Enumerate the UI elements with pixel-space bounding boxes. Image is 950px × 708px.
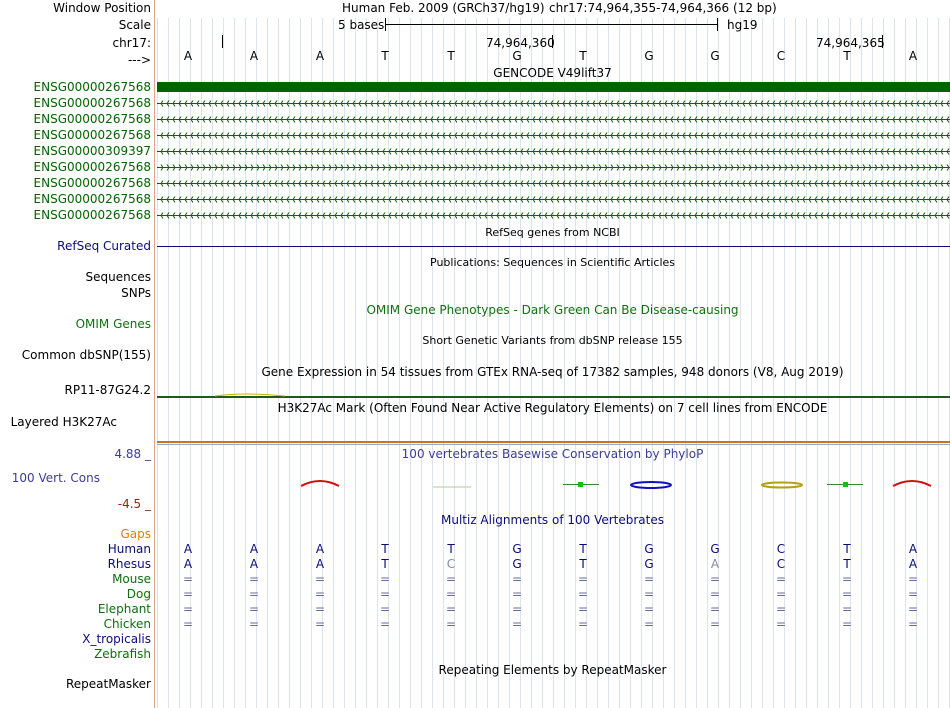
aligned-base: =: [841, 572, 853, 586]
aligned-base: A: [249, 542, 259, 556]
aligned-base: =: [182, 587, 194, 601]
gtex-expression-mark: [215, 394, 285, 396]
conservation-max-label: 4.88 _: [114, 447, 151, 461]
base-letter: C: [776, 49, 786, 63]
phylop-mark: [893, 481, 931, 486]
aligned-base: =: [511, 617, 523, 631]
aligned-base: G: [512, 542, 522, 556]
gtex-track-title: Gene Expression in 54 tissues from GTEx RNA-seq of 17382 samples, 948 donors (V8, Aug 2019): [261, 365, 844, 379]
aligned-base: C: [776, 557, 786, 571]
aligned-base: =: [907, 602, 919, 616]
repeatmasker-track-label[interactable]: RepeatMasker: [65, 677, 151, 691]
window-position-label: Window Position: [53, 1, 151, 15]
aligned-base: =: [709, 572, 721, 586]
species-label-zebrafish: Zebrafish: [94, 647, 151, 661]
aligned-base: =: [643, 602, 655, 616]
aligned-base: =: [709, 587, 721, 601]
aligned-base: =: [907, 587, 919, 601]
aligned-base: =: [775, 602, 787, 616]
aligned-base: =: [248, 572, 260, 586]
chr-label: chr17:: [112, 36, 151, 50]
ruler-tick-label: 74,964,365: [816, 36, 885, 50]
aligned-base: =: [643, 587, 655, 601]
aligned-base: =: [709, 602, 721, 616]
aligned-base: T: [579, 542, 587, 556]
aligned-base: A: [315, 542, 325, 556]
aligned-base: =: [511, 602, 523, 616]
h3k27ac-track-label[interactable]: Layered H3K27Ac: [10, 415, 117, 429]
aligned-base: =: [314, 617, 326, 631]
refseq-track-title: RefSeq genes from NCBI: [485, 226, 620, 239]
sequences-track-label[interactable]: Sequences: [85, 270, 151, 284]
aligned-base: T: [381, 557, 389, 571]
phylop-mark: [578, 482, 583, 487]
aligned-base: =: [379, 617, 391, 631]
aligned-base: =: [248, 602, 260, 616]
base-letter: T: [381, 49, 389, 63]
gene-label[interactable]: ENSG00000309397: [33, 144, 151, 158]
ruler-tick-label: 74,964,360: [486, 36, 555, 50]
aligned-base: =: [182, 602, 194, 616]
aligned-base: =: [577, 602, 589, 616]
aligned-base: =: [709, 617, 721, 631]
aligned-base: G: [644, 542, 654, 556]
publications-track-title: Publications: Sequences in Scientific Articles: [430, 256, 675, 269]
species-label-human: Human: [107, 542, 151, 556]
snps-track-label[interactable]: SNPs: [121, 286, 151, 300]
aligned-base: =: [445, 602, 457, 616]
aligned-base: =: [445, 617, 457, 631]
aligned-base: A: [710, 557, 720, 571]
aligned-base: G: [512, 557, 522, 571]
assembly-text: Human Feb. 2009 (GRCh37/hg19): [342, 1, 545, 15]
aligned-base: G: [644, 557, 654, 571]
aligned-base: G: [710, 542, 720, 556]
aligned-base: =: [775, 587, 787, 601]
gene-label[interactable]: ENSG00000267568: [33, 176, 151, 190]
alignment-row-dog: [155, 587, 950, 601]
aligned-base: =: [775, 572, 787, 586]
aligned-base: =: [511, 587, 523, 601]
h3k27ac-track-title: H3K27Ac Mark (Often Found Near Active Regulatory Elements) on 7 cell lines from ENCODE: [277, 401, 828, 415]
gene-label[interactable]: ENSG00000267568: [33, 160, 151, 174]
strand-label: --->: [127, 53, 151, 67]
gaps-label: Gaps: [120, 527, 151, 541]
alignment-row-human: [155, 542, 950, 556]
aligned-base: T: [843, 557, 851, 571]
aligned-base: =: [577, 617, 589, 631]
alignment-row-chicken: [155, 617, 950, 631]
aligned-base: =: [379, 587, 391, 601]
species-label-chicken: Chicken: [103, 617, 151, 631]
phylop-mark: [631, 482, 671, 488]
aligned-base: =: [248, 587, 260, 601]
repeatmasker-track-title: Repeating Elements by RepeatMasker: [438, 663, 667, 677]
species-label-elephant: Elephant: [97, 602, 151, 616]
aligned-base: =: [907, 572, 919, 586]
aligned-base: C: [446, 557, 456, 571]
aligned-base: =: [314, 572, 326, 586]
aligned-base: =: [841, 602, 853, 616]
alignment-row-mouse: [155, 572, 950, 586]
scale-bar-text: 5 bases: [338, 18, 385, 32]
phylop-track-title: 100 vertebrates Basewise Conservation by PhyloP: [401, 447, 704, 461]
dbsnp-track-title: Short Genetic Variants from dbSNP release 155: [422, 334, 683, 347]
base-letter: T: [843, 49, 851, 63]
aligned-base: T: [579, 557, 587, 571]
aligned-base: T: [381, 542, 389, 556]
aligned-base: =: [445, 587, 457, 601]
aligned-base: =: [445, 572, 457, 586]
aligned-base: C: [776, 542, 786, 556]
aligned-base: A: [183, 557, 193, 571]
species-label-mouse: Mouse: [112, 572, 151, 586]
aligned-base: =: [182, 572, 194, 586]
aligned-base: A: [249, 557, 259, 571]
base-sequence-row: [155, 49, 950, 63]
gtex-gene-label[interactable]: RP11-87G24.2: [64, 383, 151, 397]
aligned-base: A: [315, 557, 325, 571]
aligned-base: =: [643, 572, 655, 586]
base-letter: G: [710, 49, 720, 63]
scale-db-text: hg19: [727, 18, 758, 32]
browser-image[interactable]: [155, 0, 950, 708]
gene-label[interactable]: ENSG00000267568: [33, 112, 151, 126]
conservation-track-label[interactable]: 100 Vert. Cons: [11, 471, 100, 485]
aligned-base: =: [841, 587, 853, 601]
aligned-base: T: [843, 542, 851, 556]
aligned-base: =: [314, 587, 326, 601]
omim-track-title: OMIM Gene Phenotypes - Dark Green Can Be Disease-causing: [366, 303, 739, 317]
scale-label: Scale: [118, 18, 151, 32]
alignment-row-elephant: [155, 602, 950, 616]
aligned-base: =: [379, 602, 391, 616]
aligned-base: =: [643, 617, 655, 631]
dbsnp-track-label[interactable]: Common dbSNP(155): [21, 348, 151, 362]
aligned-base: =: [775, 617, 787, 631]
base-letter: A: [249, 49, 259, 63]
base-letter: G: [512, 49, 522, 63]
aligned-base: T: [447, 542, 455, 556]
aligned-base: =: [379, 572, 391, 586]
aligned-base: A: [183, 542, 193, 556]
gene-label[interactable]: ENSG00000267568: [33, 128, 151, 142]
phylop-mark: [843, 482, 848, 487]
aligned-base: A: [908, 542, 918, 556]
alignment-row-rhesus: [155, 557, 950, 571]
track-label-column: [0, 0, 153, 708]
gene-label[interactable]: ENSG00000267568: [33, 80, 151, 94]
aligned-base: =: [182, 617, 194, 631]
multiz-track-title: Multiz Alignments of 100 Vertebrates: [440, 513, 665, 527]
gene-label[interactable]: ENSG00000267568: [33, 208, 151, 222]
aligned-base: =: [841, 617, 853, 631]
base-letter: A: [315, 49, 325, 63]
gencode-track-title: GENCODE V49lift37: [493, 66, 612, 80]
base-letter: T: [579, 49, 587, 63]
base-letter: T: [447, 49, 455, 63]
aligned-base: A: [908, 557, 918, 571]
aligned-base: =: [577, 587, 589, 601]
base-letter: A: [183, 49, 193, 63]
base-letter: G: [644, 49, 654, 63]
aligned-base: =: [511, 572, 523, 586]
gene-label[interactable]: ENSG00000267568: [33, 192, 151, 206]
conservation-min-label: -4.5 _: [117, 497, 151, 511]
species-label-xtropicalis: X_tropicalis: [82, 632, 151, 646]
aligned-base: =: [314, 602, 326, 616]
gene-exon-bar: [157, 82, 950, 92]
species-label-rhesus: Rhesus: [107, 557, 151, 571]
gene-label[interactable]: ENSG00000267568: [33, 96, 151, 110]
aligned-base: =: [907, 617, 919, 631]
aligned-base: =: [577, 572, 589, 586]
species-label-dog: Dog: [126, 587, 151, 601]
base-letter: A: [908, 49, 918, 63]
refseq-track-label[interactable]: RefSeq Curated: [57, 239, 151, 253]
omim-track-label[interactable]: OMIM Genes: [75, 317, 151, 331]
position-text: chr17:74,964,355-74,964,366 (12 bp): [549, 1, 777, 15]
aligned-base: =: [248, 617, 260, 631]
